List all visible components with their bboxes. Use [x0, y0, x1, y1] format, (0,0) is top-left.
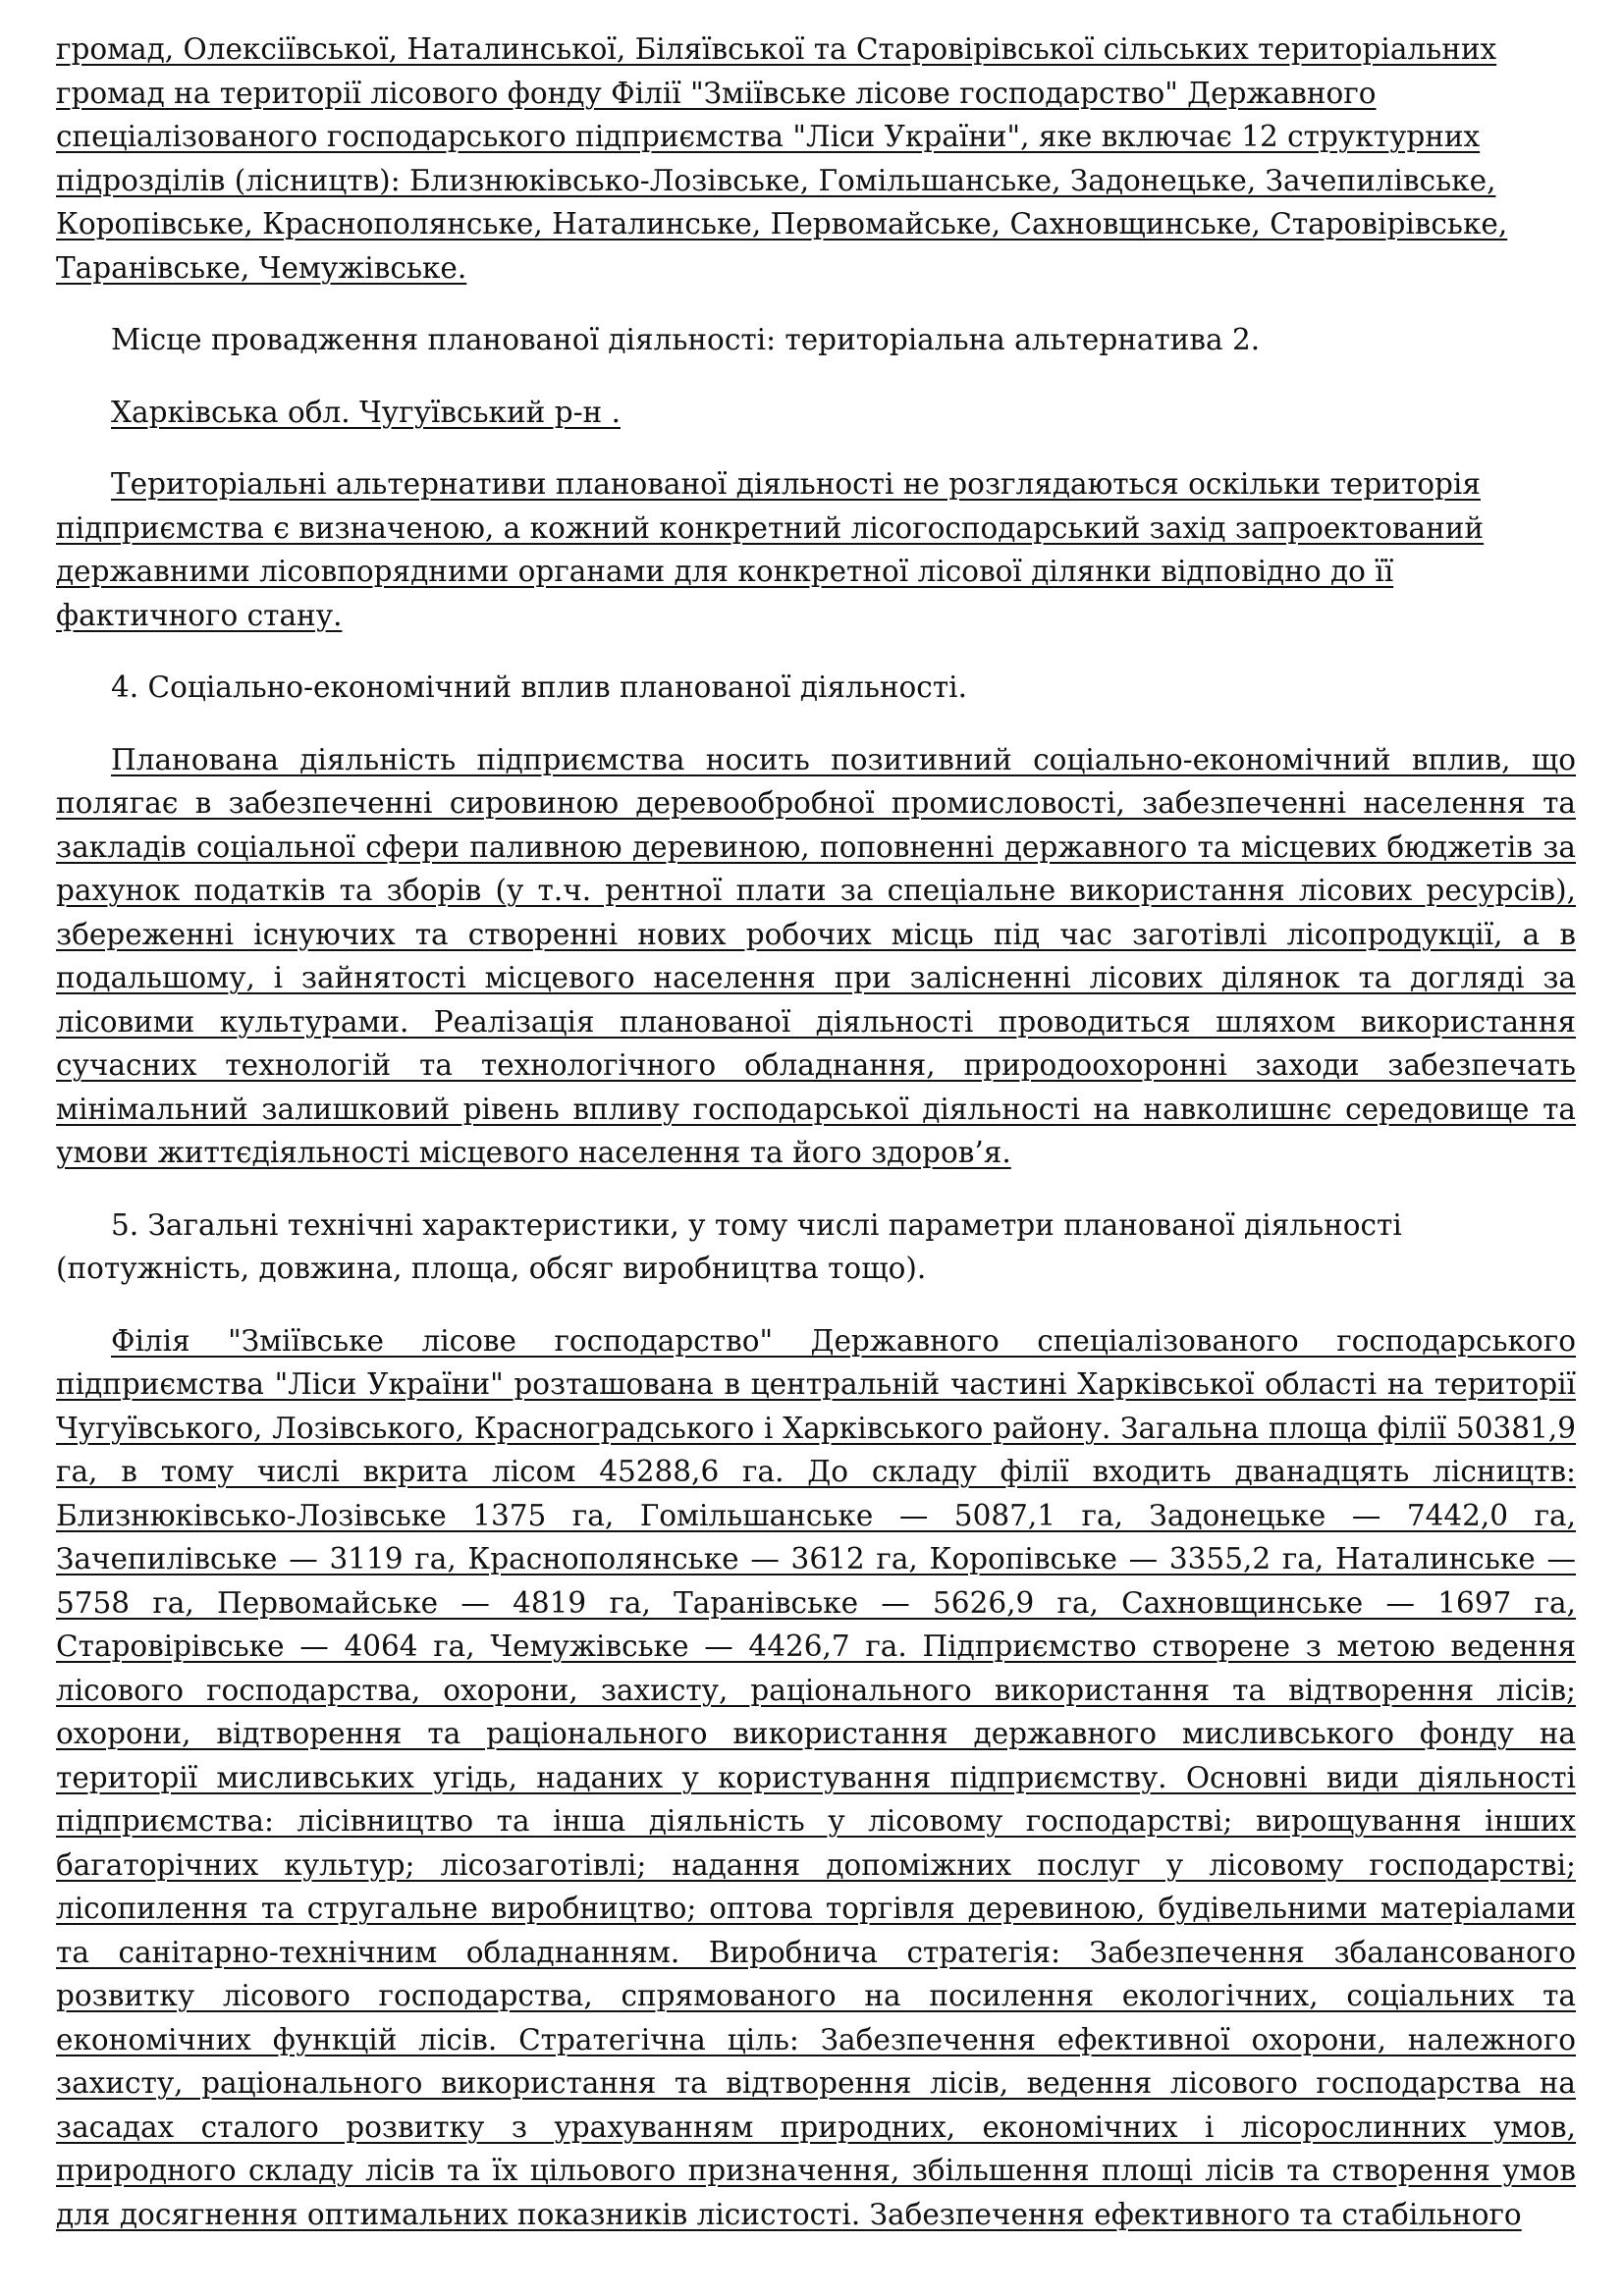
paragraph-territory-continuation: громад, Олексіївської, Наталинської, Біляївської та Старовірівської сільських територіальних громад на території лісового фонду Філії "Зміївське лісове господарство" Державного спеціалізованого господарського підприємства "Ліси України", яке включає 12 структурних підрозділів (лісництв): Близнюківсько-Лозівське, Гомільшанське, Задонецьке, Зачепилівське, Коропівське, Краснополянське, Наталинське, Первомайське, Сахновщинське, Старовірівське, Таранівське, Чемужівське.: [56, 32, 1508, 285]
paragraph-technical-characteristics: Філія "Зміївське лісове господарство" Державного спеціалізованого господарського підприємства "Ліси України" розташована в центральній частині Харківської області на території Чугуївського, Лозівського, Красноградського і Харківського району. Загальна площа філії 50381,9 га, в тому числі вкрита лісом 45288,6 га. До складу філії входить дванадцять лісництв: Близнюківсько-Лозівське 1375 га, Гомільшанське — 5087,1 га, Задонецьке — 7442,0 га, Зачепилівське — 3119 га, Краснополянське — 3612 га, Коропівське — 3355,2 га, Наталинське — 5758 га, Первомайське — 4819 га, Таранівське — 5626,9 га, Сахновщинське — 1697 га, Старовірівське — 4064 га, Чемужівське — 4426,7 га. Підприємство створене з метою ведення лісового господарства, охорони, захисту, раціонального використання та відтворення лісів; охорони, відтворення та раціонального використання державного мисливського фонду на території мисливських угідь, наданих у користування підприємству. Основні види діяльності підприємства: лісівництво та інша діяльність у лісовому господарстві; вирощування інших багаторічних культур; лісозаготівлі; надання допоміжних послуг у лісовому господарстві; лісопилення та стругальне виробництво; оптова торгівля деревиною, будівельними матеріалами та санітарно-технічним обладнанням. Виробнича стратегія: Забезпечення збалансованого розвитку лісового господарства, спрямованого на посилення екологічних, соціальних та економічних функцій лісів. Стратегічна ціль: Забезпечення ефективної охорони, належного захисту, раціонального використання та відтворення лісів, ведення лісового господарства на засадах сталого розвитку з урахуванням природних, економічних і лісорослинних умов, природного складу лісів та їх цільового призначення, збільшення площі лісів та створення умов для досягнення оптимальних показників лісистості. Забезпечення ефективного та стабільного: [56, 1323, 1576, 2231]
section-heading-socioeconomic-impact: 4. Соціально-економічний вплив планованої діяльності.: [111, 670, 967, 704]
paragraph-socioeconomic-impact: Планована діяльність підприємства носить позитивний соціально-економічний вплив, що полягає в забезпеченні сировиною деревообробної промисловості, забезпеченні населення та закладів соціальної сфери паливною деревиною, поповненні державного та місцевих бюджетів за рахунок податків та зборів (у т.ч. рентної плати за спеціальне використання лісових ресурсів), збереженні існуючих та створенні нових робочих місць під час заготівлі лісопродукції, а в подальшому, і зайнятості місцевого населення при залісненні лісових ділянок та догляді за лісовими культурами. Реалізація планованої діяльності проводиться шляхом використання сучасних технологій та технологічного обладнання, природоохоронні заходи забезпечать мінімальний залишковий рівень впливу господарської діяльності на навколишнє середовище та умови життєдіяльності місцевого населення та його здоров’я.: [56, 742, 1576, 1169]
paragraph-territorial-alternatives: Територіальні альтернативи планованої діяльності не розглядаються оскільки територія підприємства є визначеною, а кожний конкретний лісогосподарський захід запроектований державними лісовпорядними органами для конкретної лісової ділянки відповідно до її фактичного стану.: [56, 467, 1485, 632]
document-page: [56, 27, 1576, 2236]
section-heading-technical-characteristics: 5. Загальні технічні характеристики, у тому числі параметри планованої діяльності (потужність, довжина, площа, обсяг виробництва тощо).: [56, 1207, 1402, 1285]
paragraph-region: Харківська обл. Чугуївський р-н .: [111, 395, 621, 429]
paragraph-activity-location: Місце провадження планованої діяльності: територіальна альтернатива 2.: [111, 323, 1261, 356]
